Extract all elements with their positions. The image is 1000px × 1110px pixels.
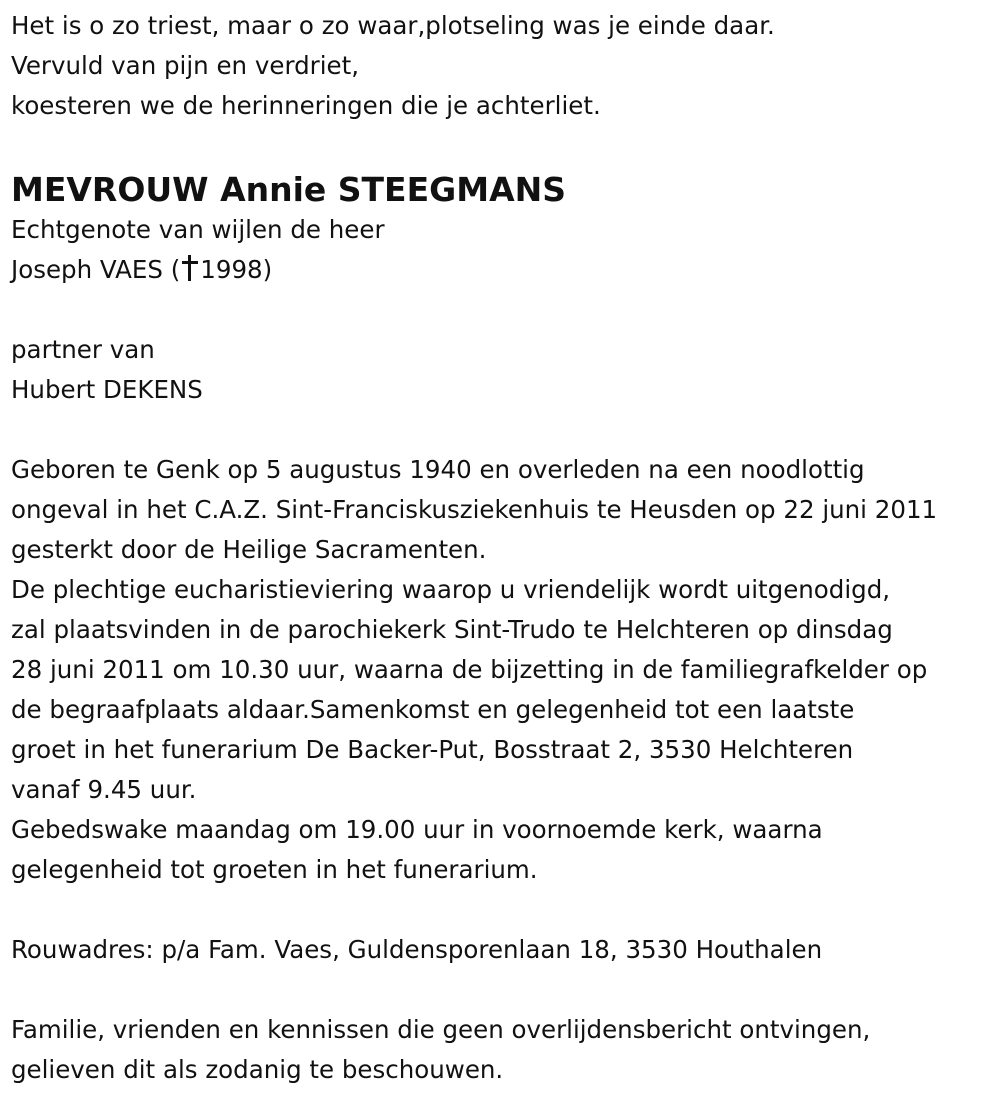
spacer	[11, 410, 996, 450]
cross-icon	[182, 255, 198, 281]
main-text	[11, 450, 996, 890]
spacer	[11, 126, 996, 166]
main-text-line: Geboren te Genk op 5 augustus 1940 en overleden na een noodlottig	[11, 455, 865, 484]
spacer	[11, 970, 996, 1010]
main-text-line: ongeval in het C.A.Z. Sint-Franciskusziekenhuis te Heusden op 22 juni 2011	[11, 495, 938, 524]
main-text-line: vanaf 9.45 uur.	[11, 775, 197, 804]
spacer	[11, 890, 996, 930]
spouse-death-year: 1998)	[200, 255, 273, 284]
poem	[11, 6, 996, 126]
main-text-line: groet in het funerarium De Backer-Put, Bosstraat 2, 3530 Helchteren	[11, 735, 854, 764]
closing-line: gelieven dit als zodanig te beschouwen.	[11, 1055, 504, 1084]
spouse-intro: Echtgenote van wijlen de heer	[11, 215, 385, 244]
partner-name: Hubert DEKENS	[11, 375, 203, 404]
partner-intro: partner van	[11, 335, 155, 364]
partner-block	[11, 330, 996, 410]
spouse-name: Joseph VAES (	[11, 255, 181, 284]
main-text-line: gelegenheid tot groeten in het funerarium.	[11, 855, 538, 884]
poem-line: Vervuld van pijn en verdriet,	[11, 51, 359, 80]
main-text-line: Gebedswake maandag om 19.00 uur in voornoemde kerk, waarna	[11, 815, 823, 844]
spouse-line	[11, 250, 996, 290]
poem-line: koesteren we de herinneringen die je achterliet.	[11, 91, 601, 120]
main-text-line: De plechtige eucharistieviering waarop u vriendelijk wordt uitgenodigd,	[11, 575, 891, 604]
main-text-line: gesterkt door de Heilige Sacramenten.	[11, 535, 487, 564]
mourning-address: Rouwadres: p/a Fam. Vaes, Guldensporenlaan 18, 3530 Houthalen	[11, 935, 823, 964]
closing-line: Familie, vrienden en kennissen die geen overlijdensbericht ontvingen,	[11, 1015, 871, 1044]
main-text-line: zal plaatsvinden in de parochiekerk Sint-Trudo te Helchteren op dinsdag	[11, 615, 893, 644]
main-text-line: de begraafplaats aldaar.Samenkomst en gelegenheid tot een laatste	[11, 695, 855, 724]
poem-line: Het is o zo triest, maar o zo waar,plotseling was je einde daar.	[11, 11, 775, 40]
spacer	[11, 290, 996, 330]
closing	[11, 1010, 996, 1090]
spouse-block	[11, 210, 996, 290]
main-text-line: 28 juni 2011 om 10.30 uur, waarna de bijzetting in de familiegrafkelder op	[11, 655, 928, 684]
obituary-notice	[11, 6, 996, 1090]
deceased-name: MEVROUW Annie STEEGMANS	[11, 170, 566, 209]
